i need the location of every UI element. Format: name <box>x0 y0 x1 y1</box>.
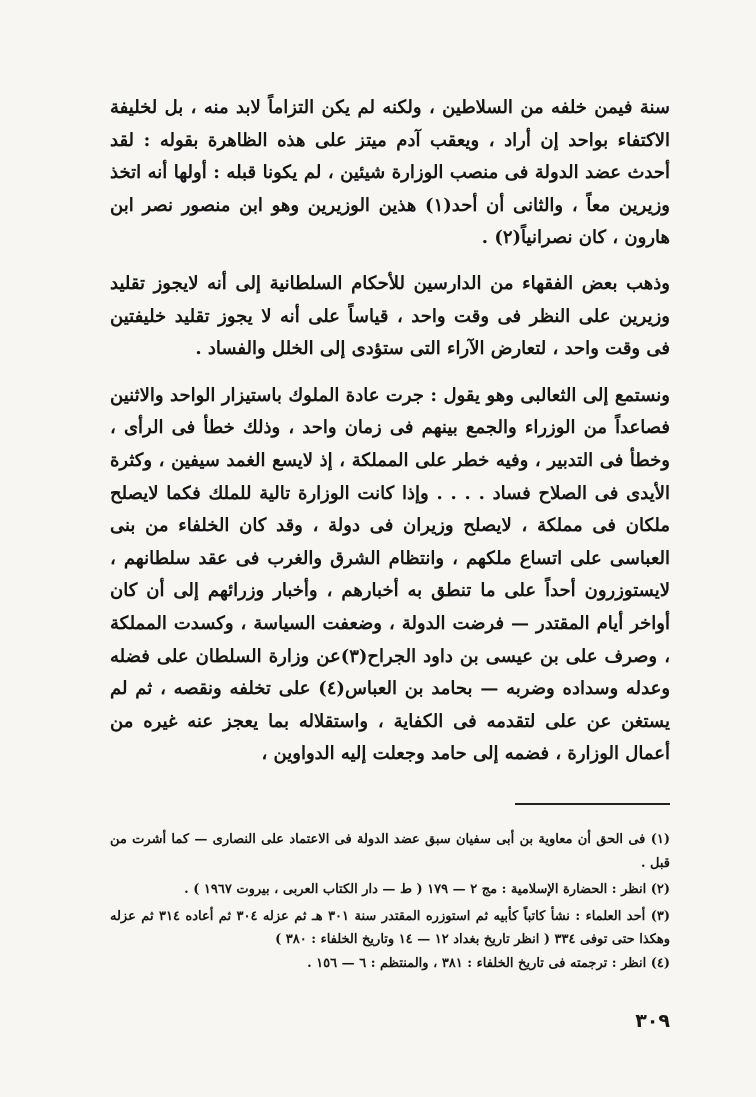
footnote-4: (٤) انظر : ترجمته فى تاريخ الخلفاء : ٣٨١ ، والمنتظم : ٦ — ١٥٦ . <box>307 955 670 971</box>
footnote-divider <box>515 803 670 805</box>
footnote-3: (٣) أحد العلماء : نشأ كاتباً كأبيه ثم استوزره المقتدر سنة ٣٠١ هـ ثم عزله ٣٠٤ ثم أعاده ٣١٤ ثم عزله وهكذا حتى توفى ٣٣٤ ( انظر تاريخ بغداد ١٢ — ١٤ وتاريخ الخلفاء : ٣٨٠ ) <box>110 908 670 948</box>
footnote-1: (١) فى الحق أن معاوية بن أبى سفيان سبق عضد الدولة فى الاعتماد على النصارى — كما أشرت من قبل . <box>110 832 670 871</box>
paragraph-1: سنة فيمن خلفه من السلاطين ، ولكنه لم يكن التزاماً لابد منه ، بل لخليفة الاكتفاء بواحد إن أراد ، ويعقب آدم ميتز على هذه الظاهرة بقوله : لقد أحدث عضد الدولة فى منصب الوزارة شيئين ، لم يكونا قبله : أولها أنه اتخذ وزيرين معاً ، والثانى أن أحد(١) هذين الوزيرين وهو ابن منصور نصر ابن هارون ، كان نصرانياً(٢) . <box>110 97 670 249</box>
footnotes <box>110 828 670 976</box>
page-number: ٣٠٩ <box>635 1010 670 1032</box>
paragraph-3: ونستمع إلى الثعالبى وهو يقول : جرت عادة الملوك باستيزار الواحد والاثنين فصاعداً من الوزراء والجمع بينهم فى زمان واحد ، وذلك خطأ فى الرأى ، وخطأ فى التدبير ، وفيه خطر على المملكة ، إذ لايسع الغمد سيفين ، وكثرة الأيدى فى الصلاح فساد . . . . وإذا كانت الوزارة تالية للملك فكما لايصلح ملكان فى مملكة ، لايصلح وزيران فى دولة ، وقد كان الخلفاء من بنى العباسى على اتساع ملكهم ، وانتظام الشرق والغرب فى عقد سلطانهم ، لايستوزرون أحداً على ما تنطق به أخبارهم ، وأخبار وزرائهم إلى أن كان أواخر أيام المقتدر — فرضت الدولة ، وضعفت السياسة ، وكسدت المملكة ، وصرف على بن عيسى بن داود الجراح(٣)عن وزارة السلطان على فضله وعدله وسداده وضربه — بحامد بن العباس(٤) على تخلفه ونقصه ، ثم لم يستغن عن على لتقدمه فى الكفاية ، واستقلاله بما يعجز عنه غيره من أعمال الوزارة ، فضمه إلى حامد وجعلت إليه الدواوين ، <box>110 384 671 765</box>
paragraph-2: وذهب بعض الفقهاء من الدارسين للأحكام السلطانية إلى أنه لايجوز تقليد وزيرين على النظر فى وقت واحد ، قياساً على أنه لا يجوز تقليد خليفتين فى وقت واحد ، لتعارض الآراء التى ستؤدى إلى الخلل والفساد . <box>110 272 670 360</box>
book-page <box>110 92 670 1042</box>
footnote-2: (٢) انظر : الحضارة الإسلامية : مج ٢ — ١٧٩ ( ط — دار الكتاب العربى ، بيروت ١٩٦٧ ) . <box>184 882 670 898</box>
